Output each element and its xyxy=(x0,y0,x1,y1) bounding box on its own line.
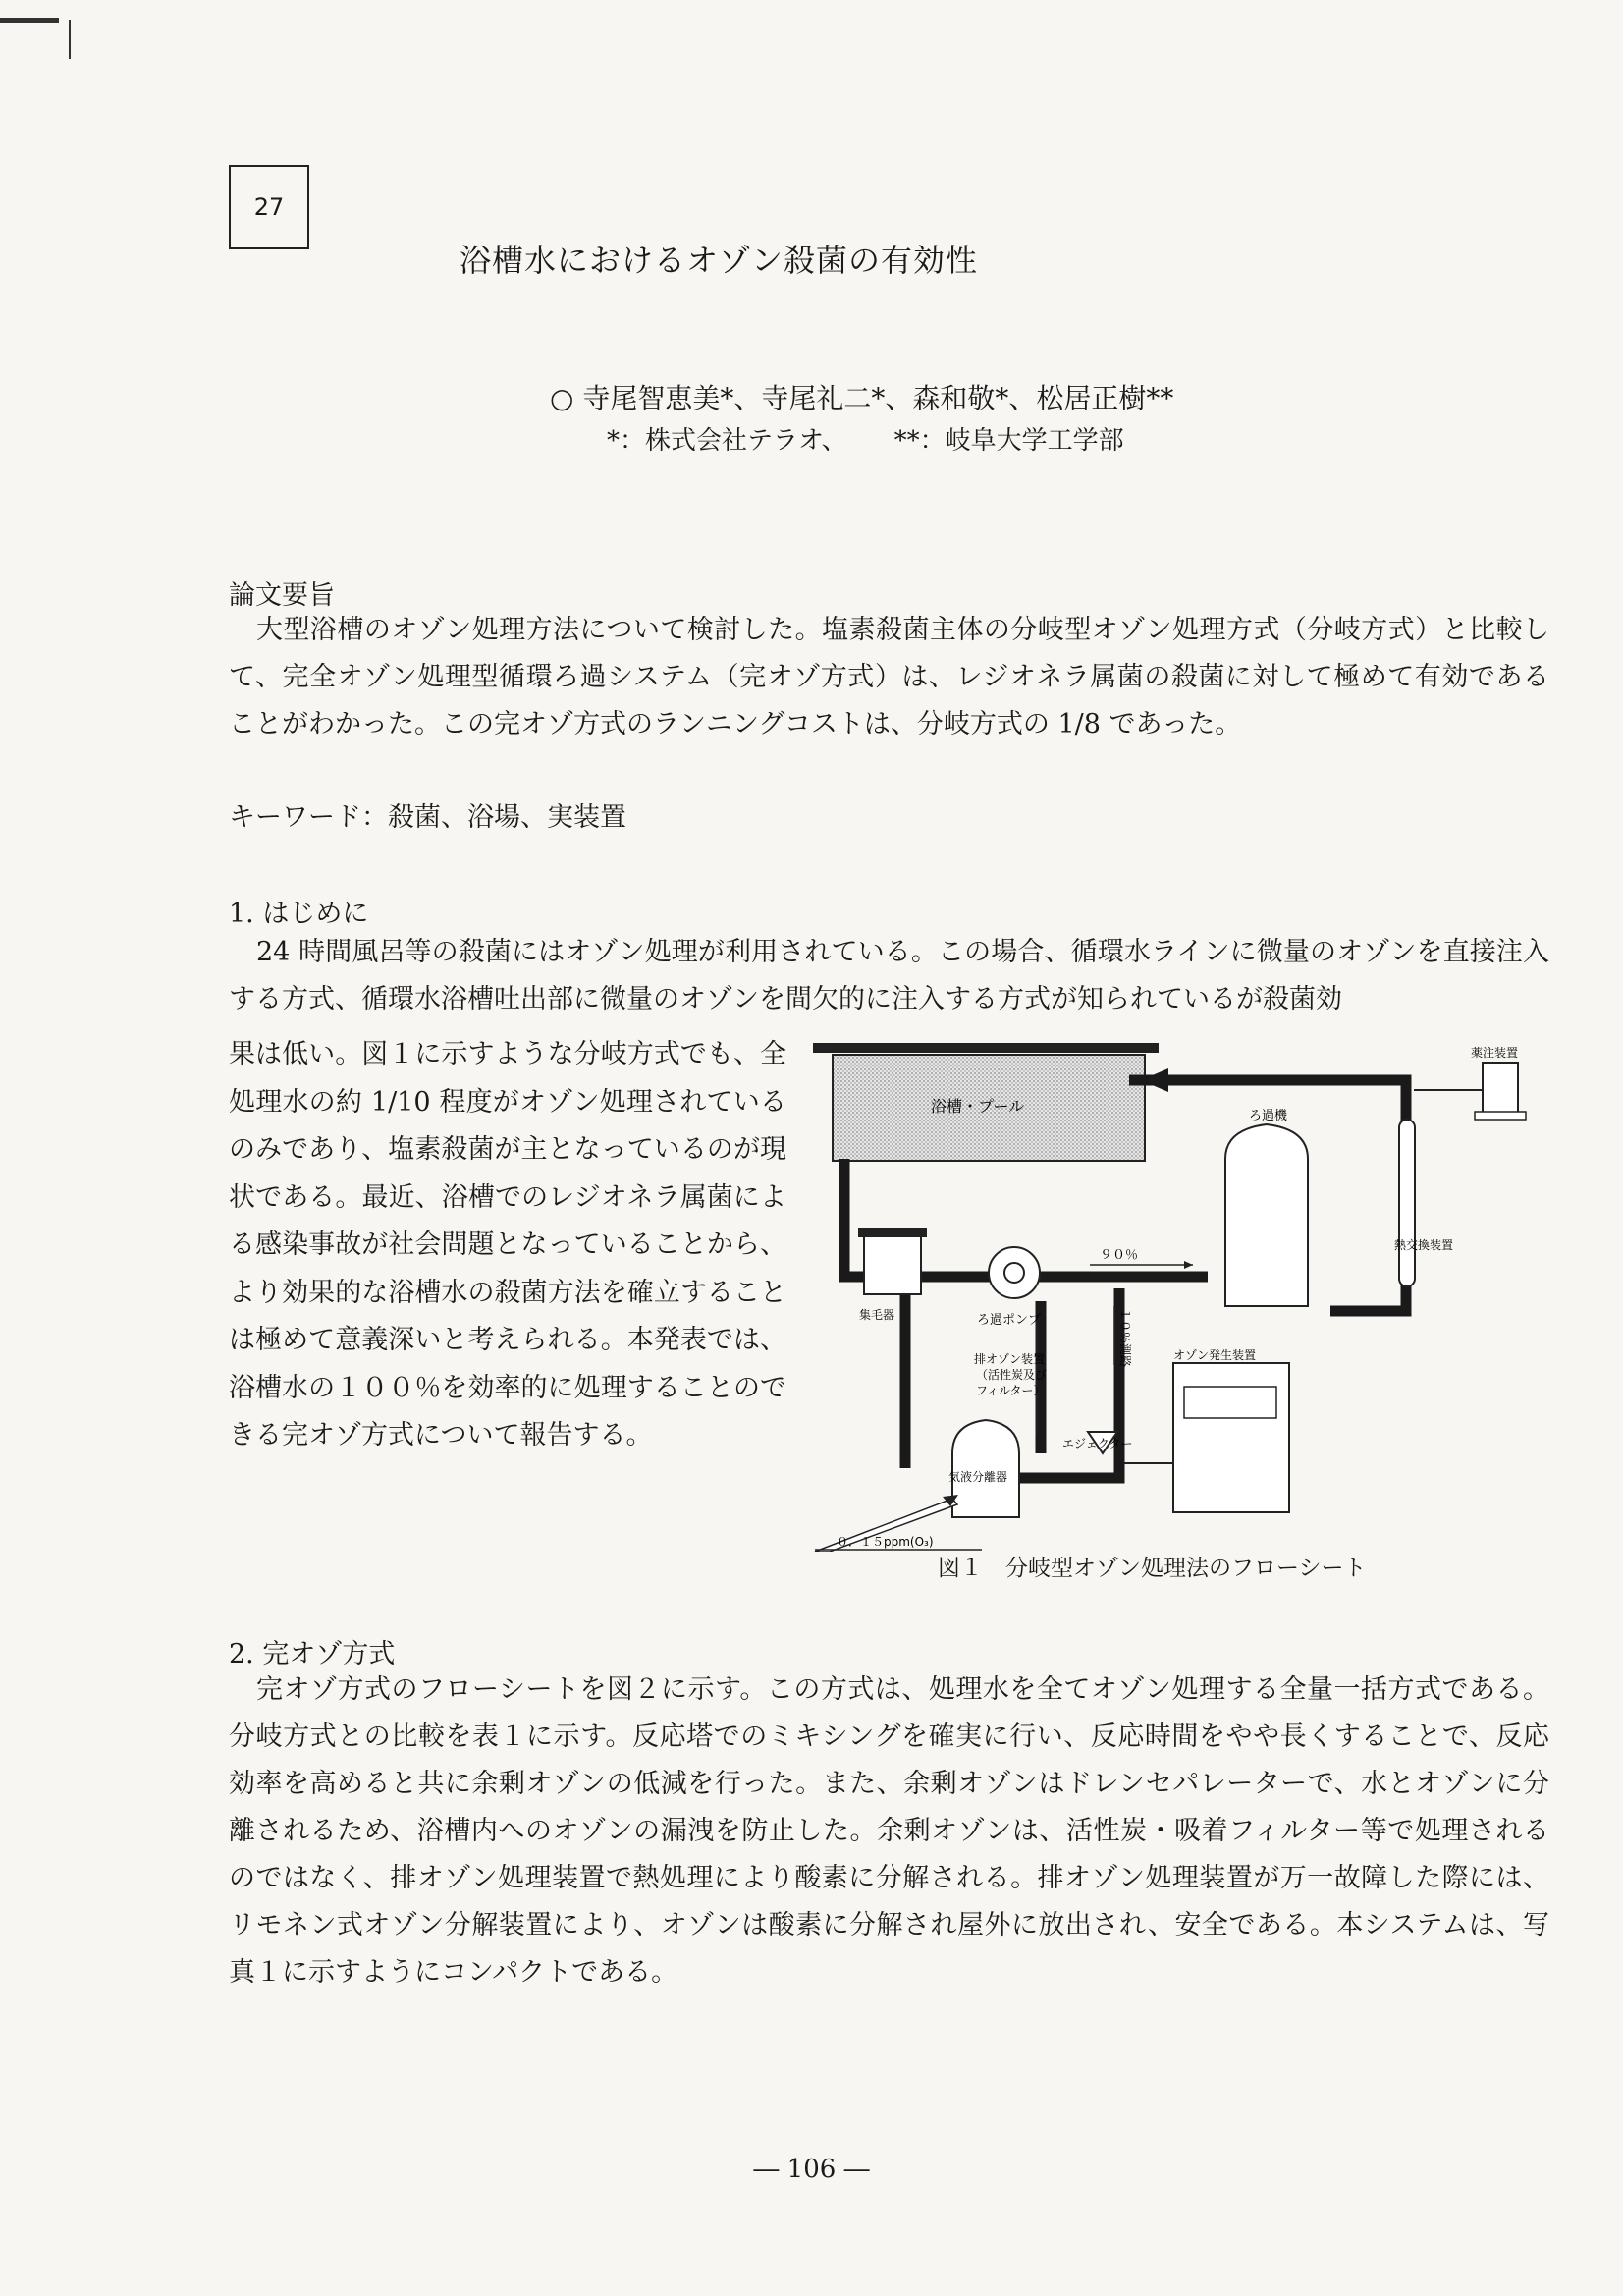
svg-text:薬注装置: 薬注装置 xyxy=(1471,1046,1519,1060)
scan-mark xyxy=(69,20,71,59)
svg-text:（活性炭及び: （活性炭及び xyxy=(976,1368,1048,1382)
paper-title: 浴槽水におけるオゾン殺菌の有効性 xyxy=(460,242,979,279)
filter-pump xyxy=(989,1247,1040,1298)
svg-text:エジェクター: エジェクター xyxy=(1062,1437,1133,1450)
ozone-generator xyxy=(1173,1363,1289,1512)
bath-tank xyxy=(813,1043,1159,1053)
affiliation-2: **：岐阜大学工学部 xyxy=(893,426,1124,456)
figure-1-flowsheet xyxy=(805,1021,1551,1552)
svg-text:１０％測路: １０％測路 xyxy=(1118,1308,1132,1368)
section2-heading: 2. 完オゾ方式 xyxy=(229,1639,396,1669)
keywords: キーワード：殺菌、浴場、実装置 xyxy=(229,802,626,833)
gas-liquid-separator xyxy=(952,1420,1019,1517)
svg-text:オゾン発生装置: オゾン発生装置 xyxy=(1173,1348,1257,1362)
page-footer: ― 106 ― xyxy=(753,2155,870,2184)
svg-text:排オゾン装置: 排オゾン装置 xyxy=(974,1352,1046,1366)
authors: ○ 寺尾智恵美*、寺尾礼二*、森和敬*、松居正樹** xyxy=(550,382,1174,414)
affiliation-1: *：株式会社テラオ、 xyxy=(607,426,847,456)
scan-mark xyxy=(0,18,59,23)
svg-text:集毛器: 集毛器 xyxy=(859,1308,895,1322)
chemical-injector xyxy=(1483,1063,1518,1114)
svg-text:ろ過ポンプ: ろ過ポンプ xyxy=(977,1313,1042,1328)
svg-text:熱交換装置: 熱交換装置 xyxy=(1394,1238,1454,1252)
svg-text:フィルター）: フィルター） xyxy=(976,1384,1046,1397)
figure-1-caption: 図１ 分岐型オゾン処理法のフローシート xyxy=(938,1556,1367,1581)
svg-text:ろ過機: ろ過機 xyxy=(1249,1109,1288,1123)
svg-text:９０％: ９０％ xyxy=(1100,1248,1139,1263)
section1-text-full: 24 時間風呂等の殺菌にはオゾン処理が利用されている。この場合、循環水ラインに微量のオゾンを直接注入する方式、循環水浴槽吐出部に微量のオゾンを間欠的に注入する方式が知られているが殺菌効 xyxy=(229,937,1549,1014)
section1-heading: 1. はじめに xyxy=(229,899,369,929)
section1-text-side: 果は低い。図１に示すような分岐方式でも、全処理水の約 1/10 程度がオゾン処理されているのみであり、塩素殺菌が主となっているのが現状である。最近、浴槽でのレジオネラ属菌による感染事故が社会問題となっていることから、より効果的な浴槽水の殺菌方法を確立することは極めて意義深いと考えられる。本発表では、浴槽水の１００％を効率的に処理することのできる完オゾ方式について報告する。 xyxy=(229,1039,786,1450)
section2-text: 完オゾ方式のフローシートを図２に示す。この方式は、処理水を全てオゾン処理する全量一括方式である。分岐方式との比較を表１に示す。反応塔でのミキシングを確実に行い、反応時間をやや長くすることで、反応効率を高めると共に余剰オゾンの低減を行った。また、余剰オゾンはドレンセパレーターで、水とオゾンに分離されるため、浴槽内へのオゾンの漏洩を防止した。余剰オゾンは、活性炭・吸着フィルター等で処理されるのではなく、排オゾン処理装置で熱処理により酸素に分解される。排オゾン処理装置が万一故障した際には、リモネン式オゾン分解装置により、オゾンは酸素に分解され屋外に放出され、安全である。本システムは、写真１に示すようにコンパクトである。 xyxy=(229,1674,1549,1988)
hair-catcher xyxy=(864,1235,921,1294)
bath-label: 浴槽・プール xyxy=(931,1097,1025,1116)
svg-text:気液分離器: 気液分離器 xyxy=(948,1470,1008,1484)
heat-exchanger xyxy=(1399,1120,1415,1286)
paper-number: 27 xyxy=(253,193,285,221)
filter-vessel xyxy=(1225,1124,1308,1306)
svg-text:０．１５ppm(O₃): ０．１５ppm(O₃) xyxy=(837,1535,934,1549)
abstract-text: 大型浴槽のオゾン処理方法について検討した。塩素殺菌主体の分岐型オゾン処理方式（分岐方式）と比較して、完全オゾン処理型循環ろ過システム（完オゾ方式）は、レジオネラ属菌の殺菌に対して極めて有効であることがわかった。この完オゾ方式のランニングコストは、分岐方式の 1/8 であった。 xyxy=(229,615,1549,739)
affiliations xyxy=(607,420,1124,457)
abstract-heading: 論文要旨 xyxy=(229,580,335,611)
paper-number-box xyxy=(229,165,309,249)
